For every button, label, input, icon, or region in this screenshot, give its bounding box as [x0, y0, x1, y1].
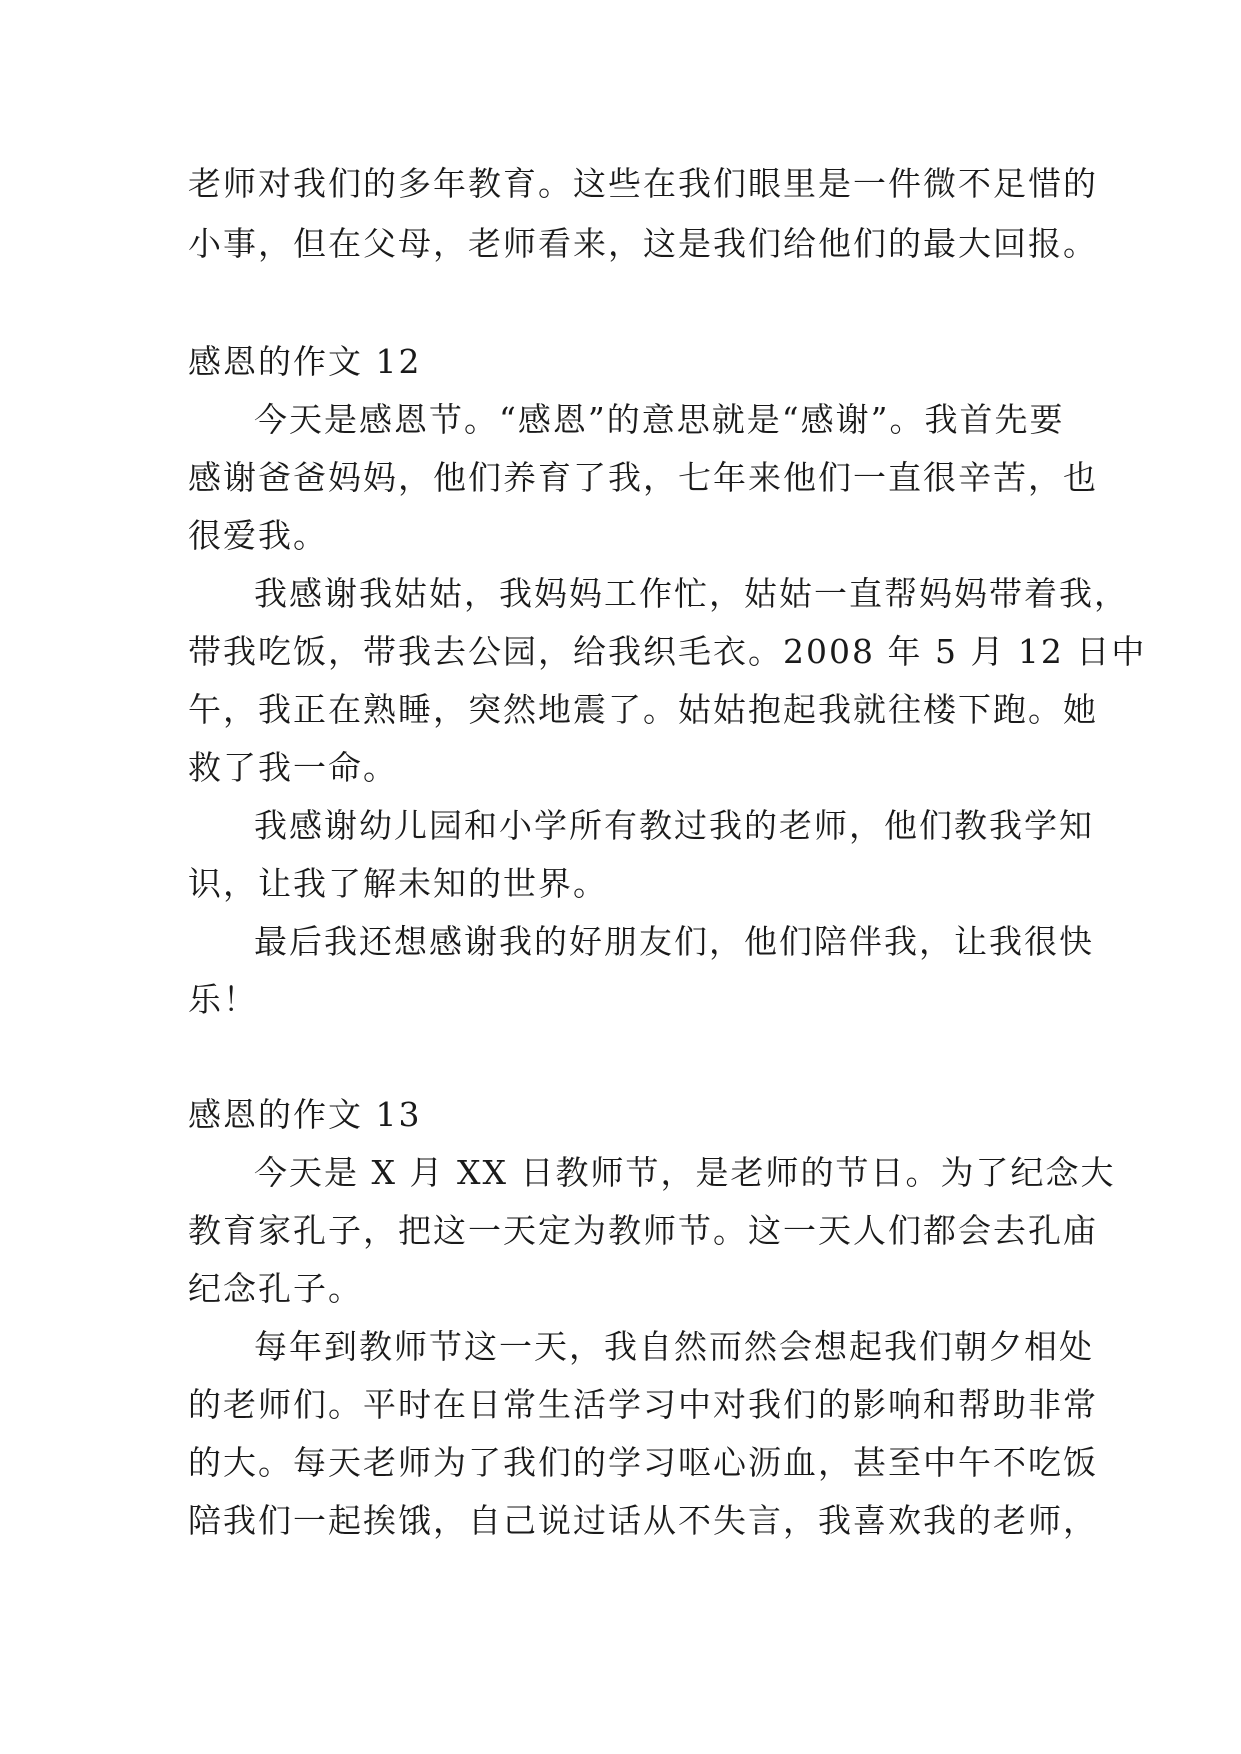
- paragraph-line: 我感谢幼儿园和小学所有教过我的老师，他们教我学知: [254, 806, 1094, 845]
- paragraph-line: 最后我还想感谢我的好朋友们，他们陪伴我，让我很快: [254, 922, 1094, 961]
- paragraph-line: 老师对我们的多年教育。这些在我们眼里是一件微不足惜的: [188, 164, 1098, 203]
- paragraph-line: 感谢爸爸妈妈，他们养育了我，七年来他们一直很辛苦，也: [188, 458, 1098, 497]
- paragraph-line: 每年到教师节这一天，我自然而然会想起我们朝夕相处: [254, 1327, 1094, 1366]
- paragraph-line: 教育家孔子，把这一天定为教师节。这一天人们都会去孔庙: [188, 1211, 1098, 1250]
- paragraph-line: 午，我正在熟睡，突然地震了。姑姑抱起我就往楼下跑。她: [188, 690, 1098, 729]
- paragraph-line: 乐！: [188, 980, 258, 1019]
- paragraph-line: 今天是 X 月 XX 日教师节，是老师的节日。为了纪念大: [254, 1153, 1116, 1192]
- paragraph-line: 救了我一命。: [188, 748, 398, 787]
- paragraph-line: 很爱我。: [188, 516, 328, 555]
- section-heading: 感恩的作文 13: [188, 1095, 422, 1134]
- paragraph-line: 带我吃饭，带我去公园，给我织毛衣。2008 年 5 月 12 日中: [188, 632, 1147, 671]
- paragraph-line: 今天是感恩节。“感恩”的意思就是“感谢”。我首先要: [254, 400, 1065, 439]
- paragraph-line: 我感谢我姑姑，我妈妈工作忙，姑姑一直帮妈妈带着我，: [254, 574, 1129, 613]
- paragraph-line: 陪我们一起挨饿，自己说过话从不失言，我喜欢我的老师，: [188, 1501, 1098, 1540]
- paragraph-line: 的大。每天老师为了我们的学习呕心沥血，甚至中午不吃饭: [188, 1443, 1098, 1482]
- paragraph-line: 识，让我了解未知的世界。: [188, 864, 608, 903]
- paragraph-line: 小事，但在父母，老师看来，这是我们给他们的最大回报。: [188, 224, 1098, 263]
- paragraph-line: 纪念孔子。: [188, 1269, 363, 1308]
- paragraph-line: 的老师们。平时在日常生活学习中对我们的影响和帮助非常: [188, 1385, 1098, 1424]
- section-heading: 感恩的作文 12: [188, 342, 422, 381]
